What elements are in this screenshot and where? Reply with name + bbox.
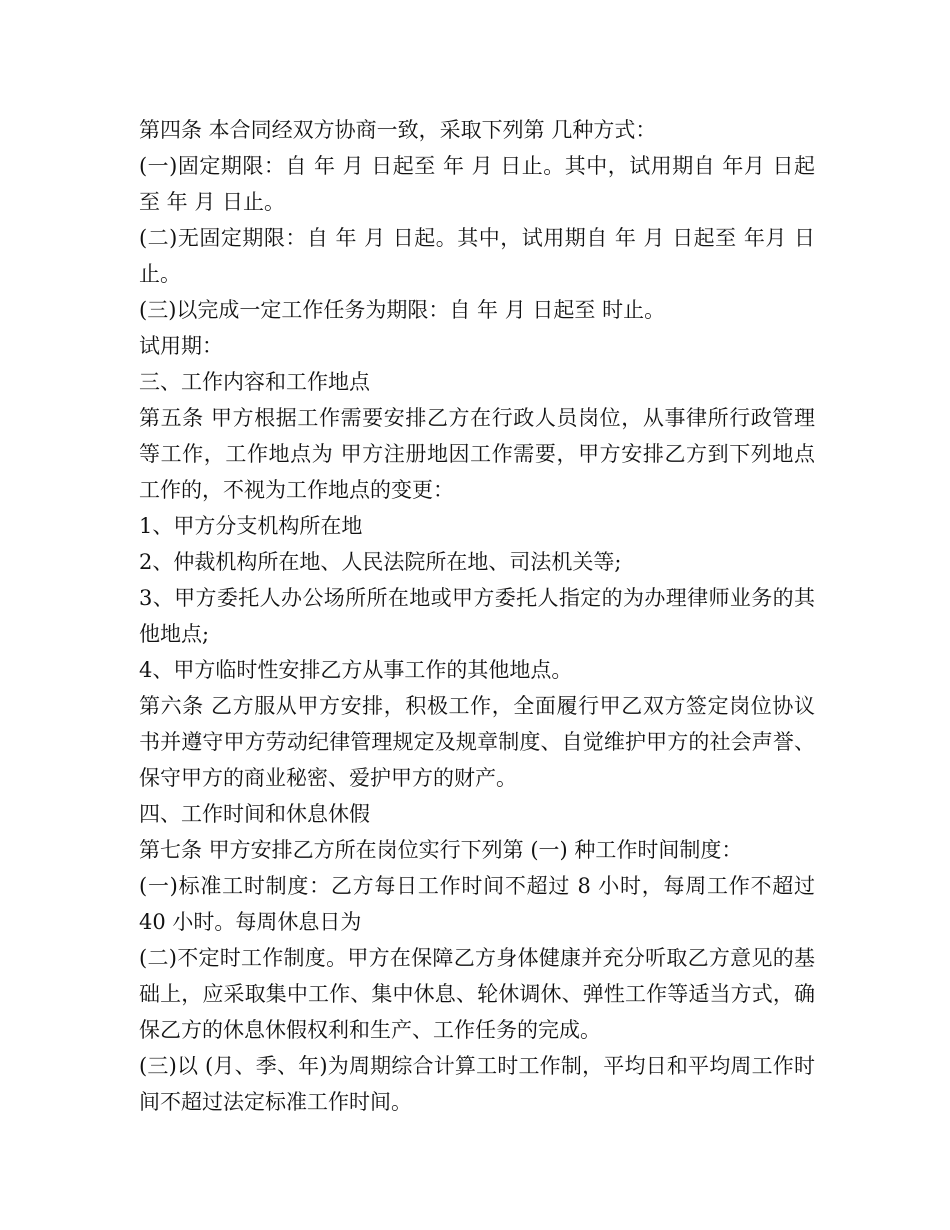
comprehensive-hours-clause: (三)以 (月、季、年)为周期综合计算工时工作制，平均日和平均周工作时间不超过法定标准工作时间。 bbox=[139, 1054, 815, 1114]
flexible-hours-clause: (二)不定时工作制度。甲方在保障乙方身体健康并充分听取乙方意见的基础上，应采取集中工作、集中休息、轮休调休、弹性工作等适当方式，确保乙方的休息休假权利和生产、工作任务的完成。 bbox=[139, 946, 815, 1042]
article-5-paragraph: 第五条 甲方根据工作需要安排乙方在行政人员岗位，从事律所行政管理等工作，工作地点为 甲方注册地因工作需要，甲方安排乙方到下列地点工作的，不视为工作地点的变更： bbox=[139, 406, 815, 502]
probation-line: 试用期： bbox=[139, 334, 223, 358]
section-3-heading: 三、工作内容和工作地点 bbox=[139, 370, 370, 394]
task-term-clause: (三)以完成一定工作任务为期限：自 年 月 日起至 时止。 bbox=[139, 298, 666, 322]
article-6-paragraph: 第六条 乙方服从甲方安排，积极工作，全面履行甲乙双方签定岗位协议书并遵守甲方劳动纪律管理规定及规章制度、自觉维护甲方的社会声誉、保守甲方的商业秘密、爱护甲方的财产。 bbox=[139, 694, 815, 790]
standard-hours-clause: (一)标准工时制度：乙方每日工作时间不超过 8 小时，每周工作不超过 40 小时。每周休息日为 bbox=[139, 874, 815, 934]
article-4-heading: 第四条 本合同经双方协商一致，采取下列第 几种方式： bbox=[139, 118, 657, 142]
location-item-2: 2、仲裁机构所在地、人民法院所在地、司法机关等; bbox=[139, 550, 622, 574]
location-item-1: 1、甲方分支机构所在地 bbox=[139, 514, 363, 538]
section-4-heading: 四、工作时间和休息休假 bbox=[139, 802, 370, 826]
fixed-term-clause: (一)固定期限：自 年 月 日起至 年 月 日止。其中，试用期自 年月 日起至 年 月 日止。 bbox=[139, 154, 815, 214]
article-7-heading: 第七条 甲方安排乙方所在岗位实行下列第 (一) 种工作时间制度： bbox=[139, 838, 743, 862]
location-item-3: 3、甲方委托人办公场所所在地或甲方委托人指定的为办理律师业务的其他地点; bbox=[139, 586, 815, 646]
open-term-clause: (二)无固定期限：自 年 月 日起。其中，试用期自 年 月 日起至 年月 日止。 bbox=[139, 226, 815, 286]
document-body bbox=[139, 112, 815, 1120]
location-item-4: 4、甲方临时性安排乙方从事工作的其他地点。 bbox=[139, 658, 573, 682]
